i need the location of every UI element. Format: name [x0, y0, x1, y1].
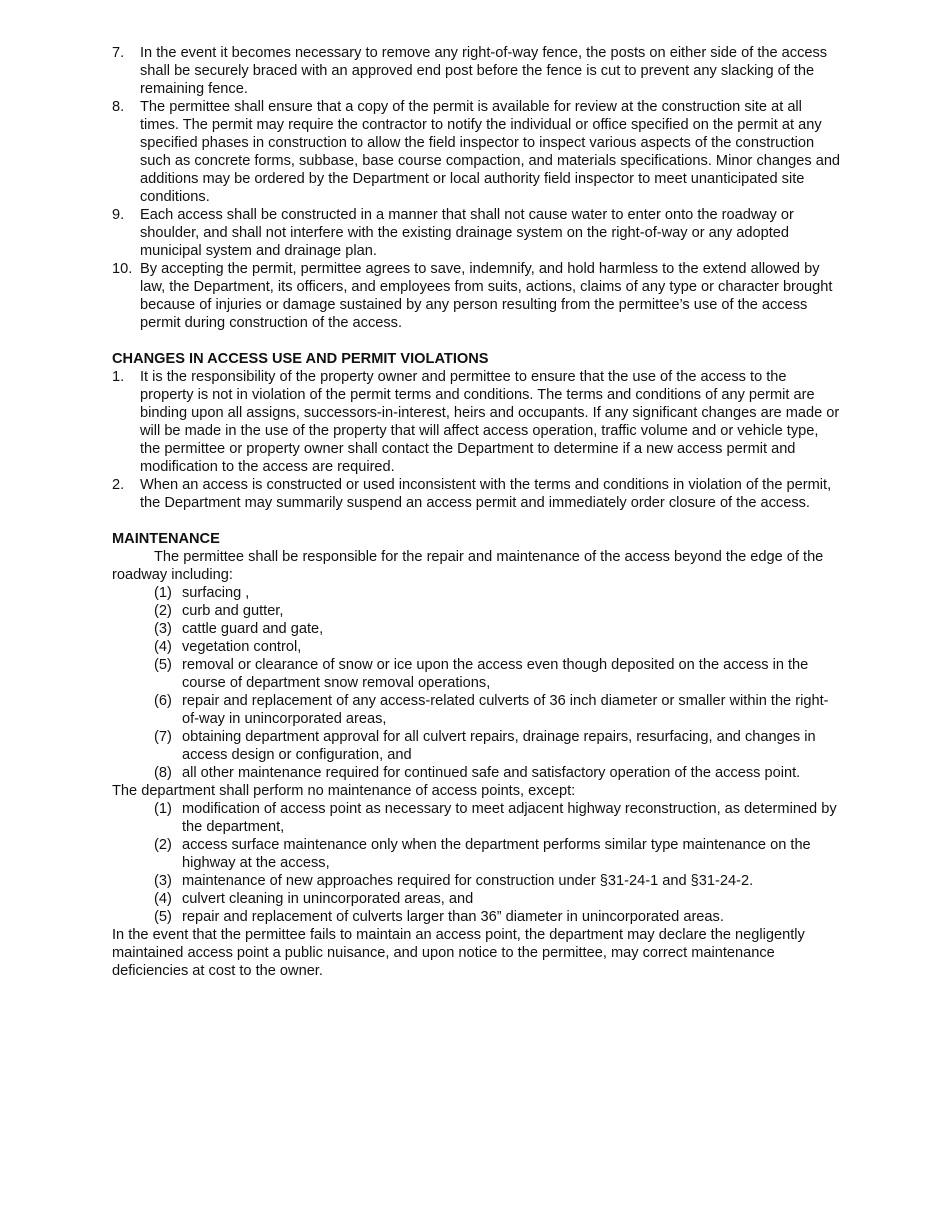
- item-number: (8): [154, 765, 172, 781]
- item-text: vegetation control,: [182, 639, 302, 655]
- list-item: [112, 44, 842, 98]
- list-item: [112, 692, 842, 728]
- maintenance-intro: The permittee shall be responsible for the repair and maintenance of the access beyond the edge of the roadway including:: [112, 549, 824, 583]
- list-item: [112, 656, 842, 692]
- item-text: Each access shall be constructed in a manner that shall not cause water to enter onto the roadway or shoulder, and shall not interfere with the existing drainage system on the right-of-way or any adopted municipal system and drainage plan.: [140, 207, 794, 259]
- item-number: (7): [154, 729, 172, 745]
- department-intro: The department shall perform no maintenance of access points, except:: [112, 783, 576, 799]
- item-text: maintenance of new approaches required for construction under §31-24-1 and §31-24-2.: [182, 873, 754, 889]
- item-text: cattle guard and gate,: [182, 621, 324, 637]
- item-text: When an access is constructed or used inconsistent with the terms and conditions in violation of the permit, the Department may summarily suspend an access permit and immediately order closure of the access.: [140, 477, 832, 511]
- item-text: In the event it becomes necessary to remove any right-of-way fence, the posts on either side of the access shall be securely braced with an approved end post before the fence is cut to prevent any slacking of the remaining fence.: [140, 45, 828, 97]
- list-item: [112, 206, 842, 260]
- item-text: repair and replacement of culverts larger than 36” diameter in unincorporated areas.: [182, 909, 724, 925]
- list-item: [112, 764, 842, 782]
- item-text: The permittee shall ensure that a copy of the permit is available for review at the construction site at all times. The permit may require the contractor to notify the individual or office specified on the permit at any specified phases in construction to allow the field inspector to inspect various aspects of the construction such as concrete forms, subbase, base course compaction, and materials specifications. Minor changes and additions may be ordered by the Department or local authority field inspector to meet unanticipated site conditions.: [140, 99, 841, 205]
- item-text: all other maintenance required for continued safe and satisfactory operation of the access point.: [182, 765, 801, 781]
- list-item: [112, 368, 842, 476]
- item-number: (6): [154, 693, 172, 709]
- item-number: (4): [154, 891, 172, 907]
- item-number: 8.: [112, 99, 125, 115]
- list-item: [112, 602, 842, 620]
- item-number: (2): [154, 837, 172, 853]
- permittee-maintenance-list: [112, 584, 842, 782]
- list-item: [112, 98, 842, 206]
- list-item: [112, 260, 842, 332]
- item-text: modification of access point as necessary to meet adjacent highway reconstruction, as determined by the department,: [182, 801, 837, 835]
- list-item: [112, 800, 842, 836]
- department-maintenance-list: [112, 800, 842, 926]
- item-number: (1): [154, 585, 172, 601]
- conditions-list: [112, 44, 842, 332]
- item-text: repair and replacement of any access-related culverts of 36 inch diameter or smaller within the right-of-way in unincorporated areas,: [182, 693, 829, 727]
- changes-heading: CHANGES IN ACCESS USE AND PERMIT VIOLATIONS: [112, 351, 489, 367]
- changes-list: [112, 368, 842, 512]
- item-text: curb and gutter,: [182, 603, 284, 619]
- document-page: [112, 44, 842, 980]
- item-text: culvert cleaning in unincorporated areas, and: [182, 891, 474, 907]
- list-item: [112, 872, 842, 890]
- list-item: [112, 584, 842, 602]
- item-number: (4): [154, 639, 172, 655]
- item-number: (5): [154, 909, 172, 925]
- item-text: surfacing ,: [182, 585, 250, 601]
- item-number: 1.: [112, 369, 125, 385]
- item-number: 9.: [112, 207, 125, 223]
- item-number: (3): [154, 621, 172, 637]
- item-number: 2.: [112, 477, 125, 493]
- item-number: 10.: [112, 261, 133, 277]
- item-number: (1): [154, 801, 172, 817]
- item-number: (5): [154, 657, 172, 673]
- item-text: It is the responsibility of the property owner and permittee to ensure that the use of the access to the property is not in violation of the permit terms and conditions. The terms and conditions of any permit are binding upon all assigns, successors-in-interest, heirs and occupants. If any significant changes are made or will be made in the use of the property that will affect access operation, traffic volume and or vehicle type, the permittee or property owner shall contact the Department to determine if a new access permit and modification to the access are required.: [140, 369, 840, 475]
- item-number: (2): [154, 603, 172, 619]
- item-number: (3): [154, 873, 172, 889]
- item-number: 7.: [112, 45, 125, 61]
- list-item: [112, 908, 842, 926]
- list-item: [112, 836, 842, 872]
- list-item: [112, 620, 842, 638]
- maintenance-heading: MAINTENANCE: [112, 531, 220, 547]
- item-text: removal or clearance of snow or ice upon the access even though deposited on the access in the course of department snow removal operations,: [182, 657, 809, 691]
- item-text: obtaining department approval for all culvert repairs, drainage repairs, resurfacing, and changes in access design or configuration, and: [182, 729, 816, 763]
- list-item: [112, 728, 842, 764]
- closing-paragraph: In the event that the permittee fails to maintain an access point, the department may declare the negligently maintained access point a public nuisance, and upon notice to the permittee, may correct maintenance deficiencies at cost to the owner.: [112, 927, 805, 979]
- item-text: By accepting the permit, permittee agrees to save, indemnify, and hold harmless to the extend allowed by law, the Department, its officers, and employees from suits, actions, claims of any type or character brought because of injuries or damage sustained by any person resulting from the permittee’s use of the access permit during construction of the access.: [140, 261, 833, 331]
- list-item: [112, 638, 842, 656]
- list-item: [112, 476, 842, 512]
- item-text: access surface maintenance only when the department performs similar type maintenance on the highway at the access,: [182, 837, 811, 871]
- list-item: [112, 890, 842, 908]
